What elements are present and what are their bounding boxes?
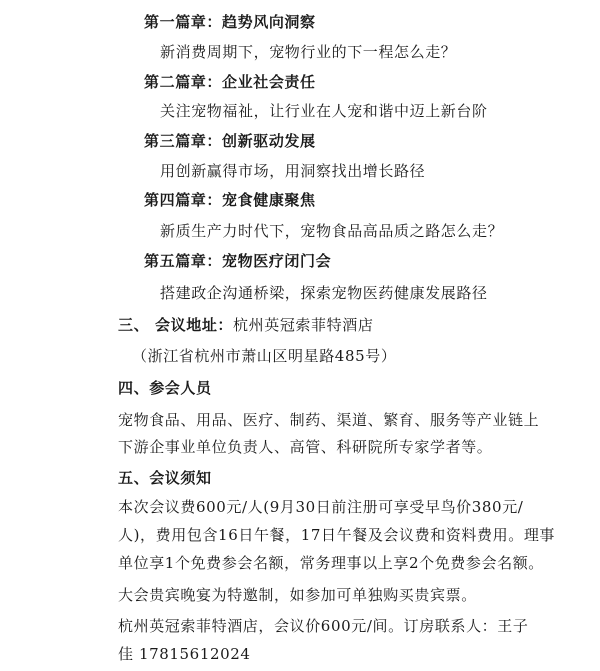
venue-label: 三、 会议地址： [118,316,234,334]
notice-fee-line-1: 本次会议费600元/人(9月30日前注册可享受早鸟价380元/ [118,498,524,516]
chapter-5-name: 宠物医疗闭门会 [222,252,332,270]
chapter-4-heading: 第四篇章： [144,191,223,209]
attendees-line-1: 宠物食品、用品、医疗、制药、渠道、繁育、服务等产业链上 [118,411,540,429]
chapter-1-name: 趋势风向洞察 [222,13,316,31]
notice-hotel-line-1: 杭州英冠索菲特酒店，会议价600元/间。订房联系人：王子 [118,617,529,635]
notice-heading: 五、会议须知 [118,469,212,487]
attendees-line-2: 下游企事业单位负责人、高管、科研院所专家学者等。 [118,438,493,456]
venue-line [118,315,373,335]
chapter-5-title [144,251,331,271]
chapter-4-title [144,190,316,210]
chapter-3-heading: 第三篇章： [144,132,223,150]
chapter-2-description: 关注宠物福祉，让行业在人宠和谐中迈上新台阶 [160,102,488,120]
notice-fee-line-2: 人)，费用包含16日午餐，17日午餐及会议费和资料费用。理事 [118,526,556,544]
notice-banquet: 大会贵宾晚宴为特邀制，如参加可单独购买贵宾票。 [118,586,477,604]
chapter-5-heading: 第五篇章： [144,252,223,270]
attendees-heading: 四、参会人员 [118,379,212,397]
venue-address: （浙江省杭州市萧山区明星路485号） [132,347,397,365]
chapter-2-name: 企业社会责任 [222,73,316,91]
chapter-1-title [144,12,316,32]
chapter-1-heading: 第一篇章： [144,13,223,31]
chapter-5-description: 搭建政企沟通桥梁，探索宠物医药健康发展路径 [160,284,488,302]
chapter-2-heading: 第二篇章： [144,73,223,91]
chapter-1-description: 新消费周期下，宠物行业的下一程怎么走？ [160,43,457,61]
notice-fee-line-3: 单位享1个免费参会名额，常务理事以上享2个免费参会名额。 [118,554,544,572]
venue-name: 杭州英冠索菲特酒店 [233,316,374,334]
chapter-2-title [144,72,316,92]
chapter-4-description: 新质生产力时代下，宠物食品高品质之路怎么走？ [160,222,504,240]
notice-hotel-line-2: 佳 17815612024 [118,645,251,663]
chapter-3-name: 创新驱动发展 [222,132,316,150]
chapter-3-description: 用创新赢得市场，用洞察找出增长路径 [160,162,426,180]
chapter-4-name: 宠食健康聚焦 [222,191,316,209]
chapter-3-title [144,131,316,151]
